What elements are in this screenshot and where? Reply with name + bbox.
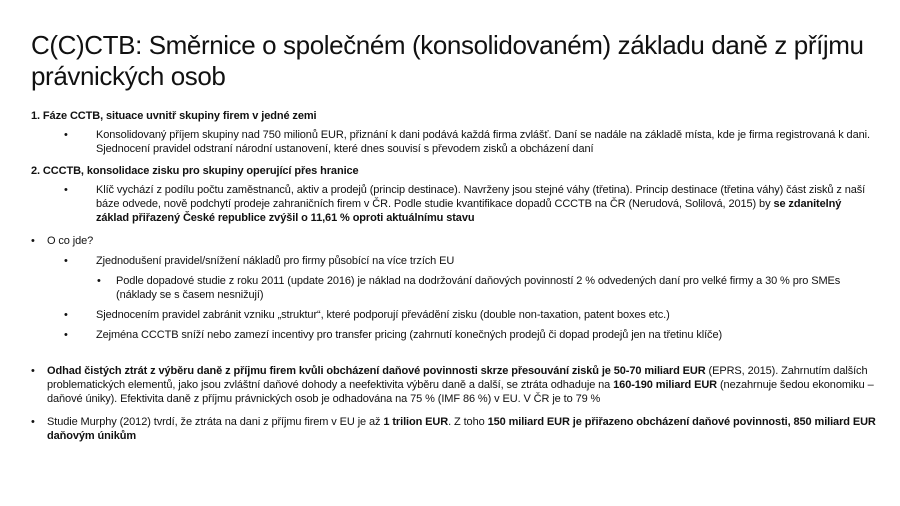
bullet-icon: • <box>64 184 68 196</box>
bottom1-bold-mid: 160-190 miliard EUR <box>613 379 718 391</box>
bottom2-bold2: 150 miliard EUR je přiřazeno obcházení daňové povinnosti, 850 miliard EUR daňovým únikům <box>47 416 876 442</box>
section3-sub2-text: Sjednocením pravidel zabránit vzniku „struktur“, které podporují převádění zisku (double non-taxation, patent boxes etc.) <box>96 309 670 321</box>
bottom2-text1: Studie Murphy (2012) tvrdí, že ztráta na dani z příjmu firem v EU je až <box>47 416 384 428</box>
section3-sub3 <box>31 328 876 342</box>
bullet-icon: • <box>31 416 35 428</box>
section3-label: O co jde? <box>47 235 94 247</box>
section2-heading: 2. CCCTB, konsolidace zisku pro skupiny operující přes hranice <box>31 165 359 177</box>
bottom1-bold-lead: Odhad čistých ztrát z výběru daně z příjmu firem kvůli obcházení daňové povinnosti skrze přesouvání zisků je 50-70 miliard EUR <box>47 365 706 377</box>
section3-sub3-text: Zejména CCCTB sníží nebo zamezí incentivy pro transfer pricing (zahrnutí konečných prodejů či dopad prodejů jen na třetinu klíče) <box>96 329 723 341</box>
section3-sub2 <box>31 308 876 322</box>
section3-sub1-detail <box>31 274 876 302</box>
bottom2-bold1: 1 trilion EUR <box>383 416 449 428</box>
section3-sub1-text: Zjednodušení pravidel/snížení nákladů pro firmy působící na více trzích EU <box>96 255 455 267</box>
section2-bullet <box>31 183 876 225</box>
bottom1-text2: (nezahrnuje šedou ekonomiku – daňové úniky). Efektivita daně z příjmu právnických osob je odhadována na 75 % (IMF 86 %) v EU. V ČR je to 79 % <box>47 379 874 405</box>
slide-title: C(C)CTB: Směrnice o společném (konsolidovaném) základu daně z příjmu právnických osob <box>31 30 864 91</box>
section1-heading: 1. Fáze CCTB, situace uvnitř skupiny firem v jedné zemi <box>31 110 317 122</box>
section2-bullet-bold: se zdanitelný základ přiřazený České republice zvýšil o 11,61 % oproti aktuálnímu stavu <box>96 198 842 224</box>
bullet-icon: • <box>31 365 35 377</box>
section2-bullet-text: Klíč vychází z podílu počtu zaměstnanců, aktiv a prodejů (princip destinace). Navrženy jsou stejné váhy (třetina). Princip destinace (třetina váhy) část zisků z naší báze odvede, nově podchytí prodeje zahraničních firem v ČR. Podle studie kvantifikace dopadů CCCTB na ČR (Nerudová, Solilová, 2015) by <box>96 184 866 210</box>
section3-bullet <box>31 234 876 248</box>
bullet-icon: • <box>97 275 101 287</box>
bullet-icon: • <box>64 129 68 141</box>
section3-sub1 <box>31 254 876 268</box>
bottom1-text1: (EPRS, 2015). Zahrnutím dalších problematických elementů, jako jsou zvláštní daňové dohody a neefektivita výběru daně a další, se ztráta odhaduje na <box>47 365 868 391</box>
bullet-icon: • <box>64 255 68 267</box>
section1-bullet <box>31 128 876 156</box>
section1-bullet-text: Konsolidovaný příjem skupiny nad 750 milionů EUR, přiznání k dani podává každá firma zvlášť. Daní se nadále na základě místa, kde je firma registrovaná k dani. Sjednocení pravidel odstraní národní ustanovení, které dnes souvisí s převodem zisků a obcházení daní <box>96 129 870 155</box>
bullet-icon: • <box>64 309 68 321</box>
bottom-bullet-2 <box>31 415 876 443</box>
bottom-bullet-1 <box>31 364 876 406</box>
slide-content <box>31 109 876 443</box>
bullet-icon: • <box>31 235 35 247</box>
bottom2-text2: . Z toho <box>448 416 488 428</box>
section3-sub1-detail-text: Podle dopadové studie z roku 2011 (update 2016) je náklad na dodržování daňových povinností 2 % odvedených daní pro velké firmy a 30 % pro SMEs (náklady se s časem nesnižují) <box>116 275 841 301</box>
bullet-icon: • <box>64 329 68 341</box>
